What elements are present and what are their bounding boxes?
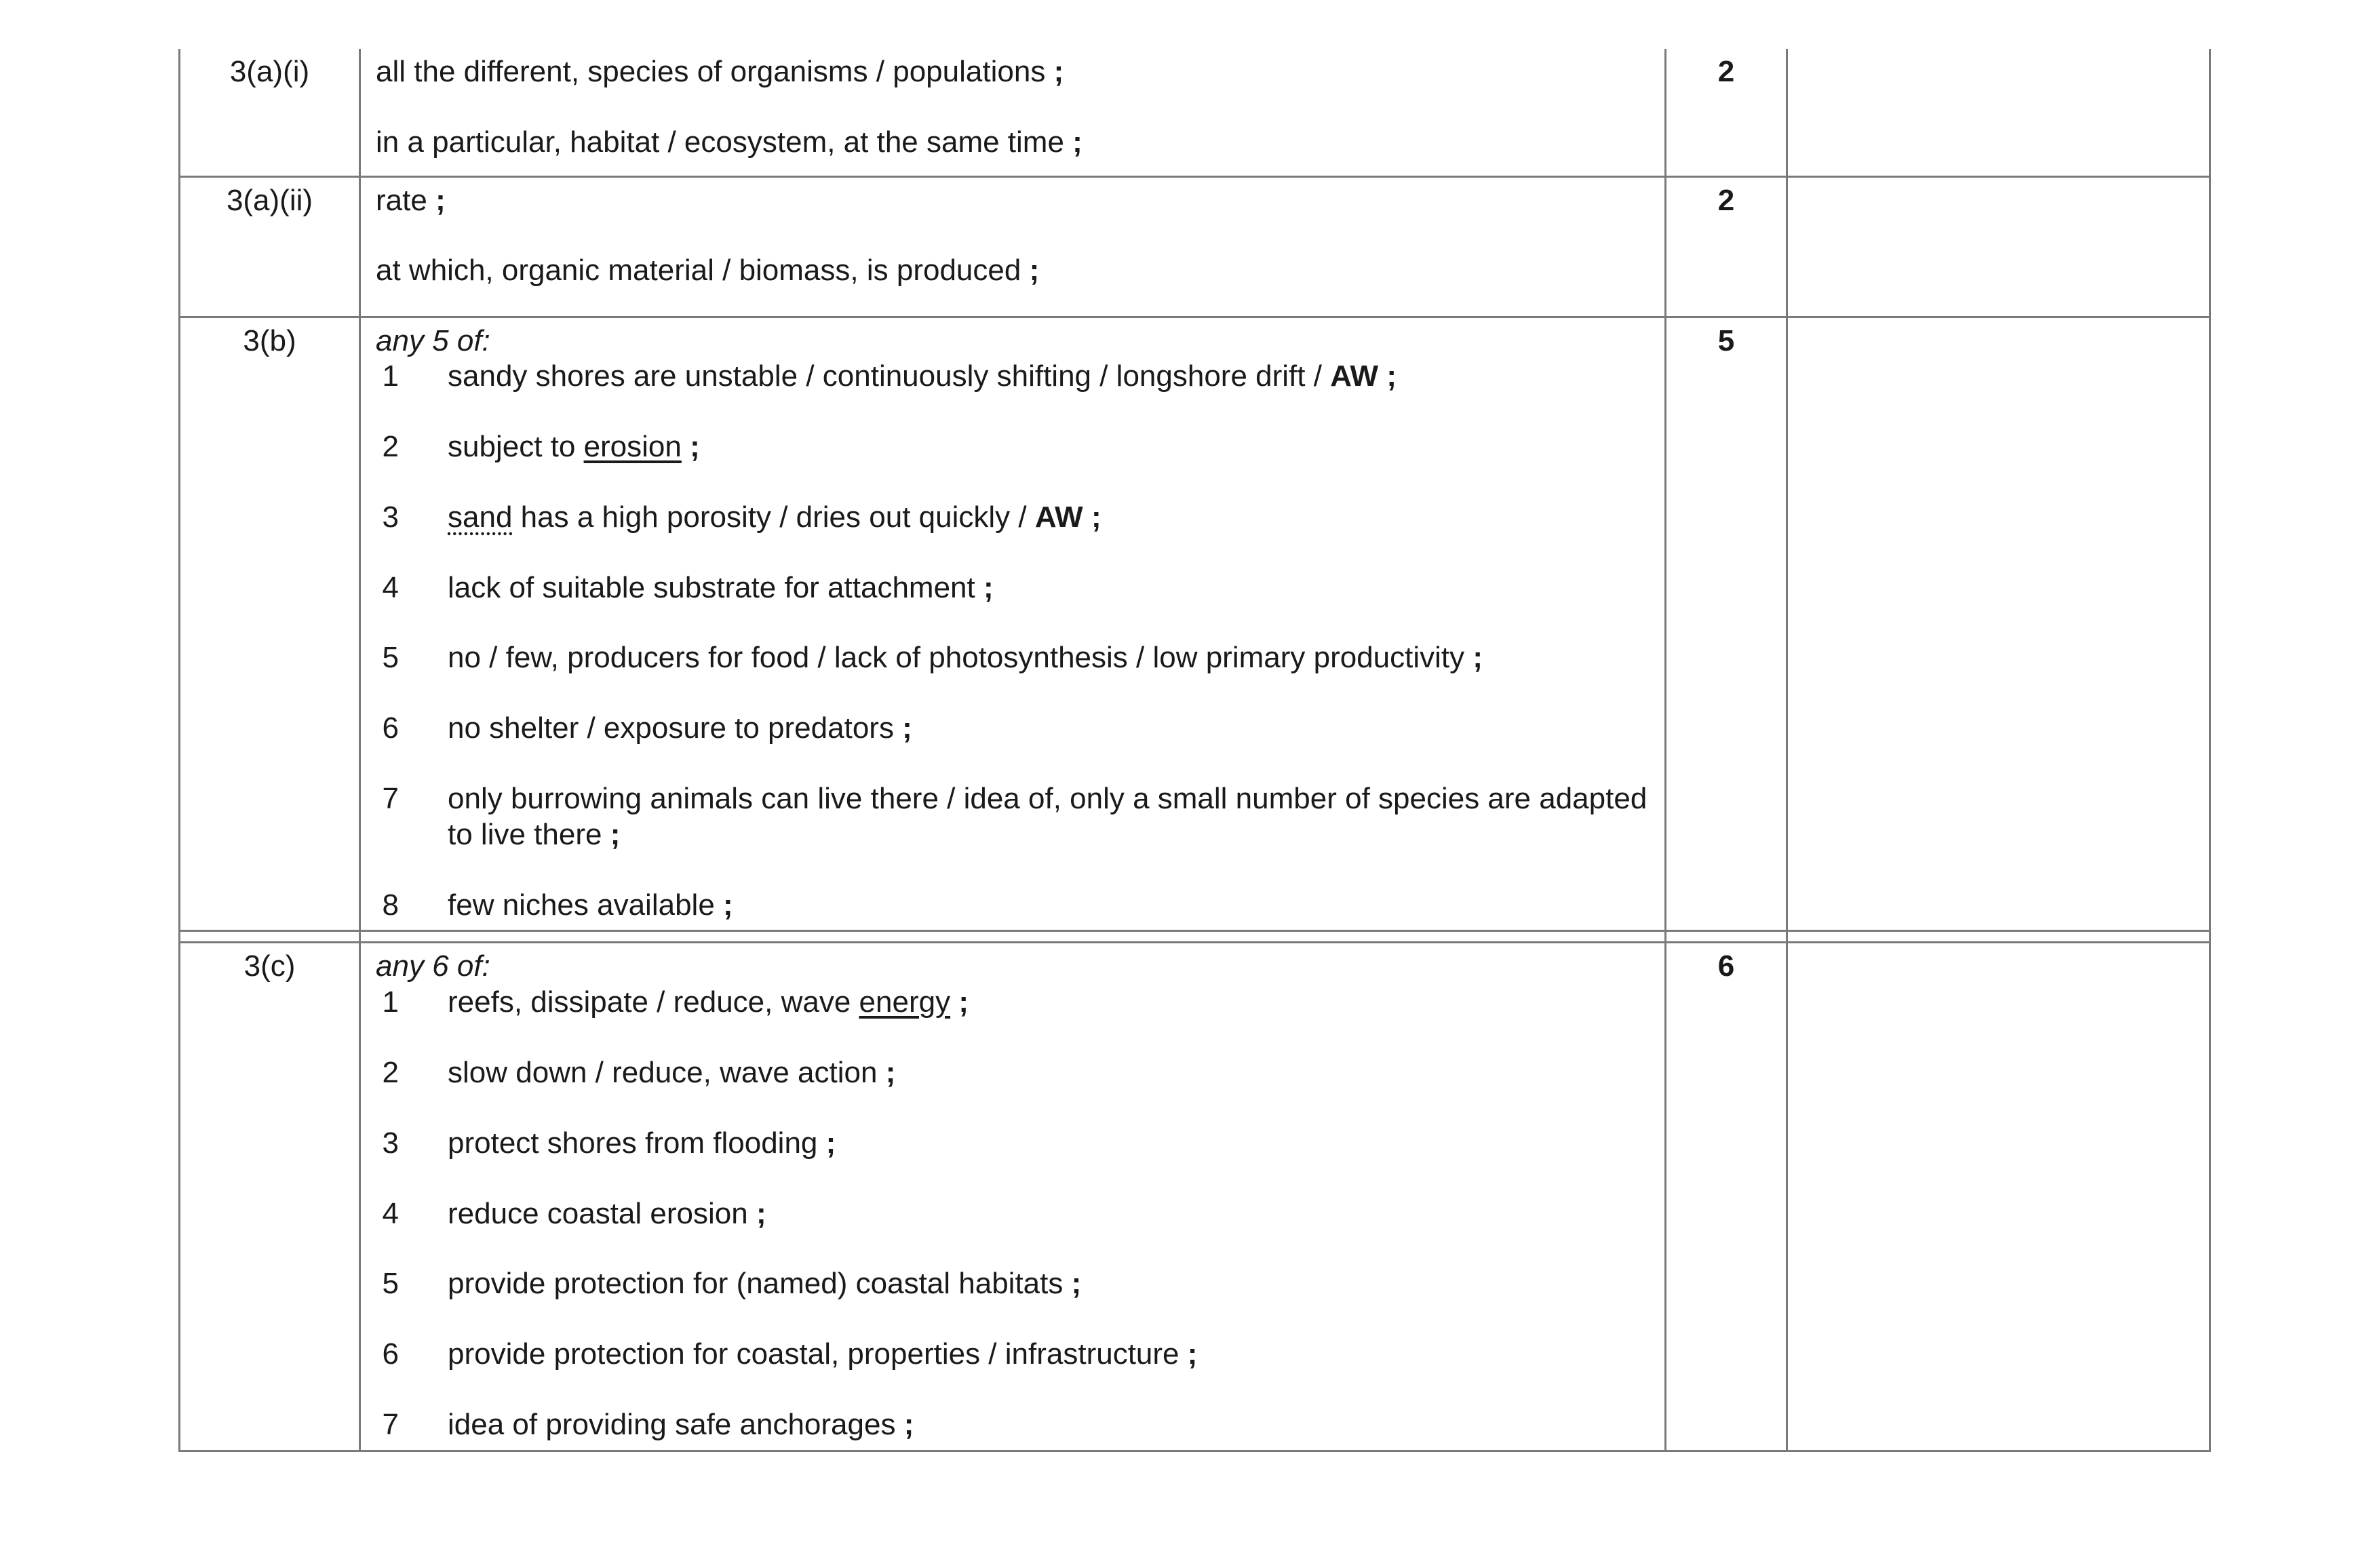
list-item: 3 sand has a high porosity / dries out quickly / AW ; xyxy=(382,500,1101,534)
list-item: 4 lack of suitable substrate for attachment ; xyxy=(382,570,994,604)
answer-line: at which, organic material / biomass, is produced ; xyxy=(376,254,1040,288)
list-item: 7 only burrowing animals can live there / idea of, only a small number of species are adapted to live there ; xyxy=(382,782,1647,851)
marks-cell: 5 xyxy=(1666,317,1787,931)
list-item: 4 reduce coastal erosion ; xyxy=(382,1196,766,1230)
marking-points xyxy=(376,985,1651,1443)
marks-cell: 6 xyxy=(1666,943,1787,1451)
question-number: 3(a)(ii) xyxy=(180,176,360,317)
question-number: 3(b) xyxy=(180,317,360,931)
question-number: 3(a)(i) xyxy=(180,49,360,176)
answer-cell xyxy=(360,49,1666,176)
guidance-cell xyxy=(1787,943,2210,1451)
marks-cell: 2 xyxy=(1666,176,1787,317)
marks-cell: 2 xyxy=(1666,49,1787,176)
answer-cell xyxy=(360,176,1666,317)
question-number: 3(c) xyxy=(180,943,360,1451)
list-item: 5 no / few, producers for food / lack of photosynthesis / low primary productivity ; xyxy=(382,641,1483,675)
table-row xyxy=(180,317,2210,931)
answer-cell xyxy=(360,317,1666,931)
guidance-cell xyxy=(1787,317,2210,931)
answer-line: rate ; xyxy=(376,183,446,217)
guidance-cell xyxy=(1787,49,2210,176)
list-item: 3 protect shores from flooding ; xyxy=(382,1126,836,1160)
list-item: 5 provide protection for (named) coastal habitats ; xyxy=(382,1267,1082,1301)
table-row xyxy=(180,943,2210,1451)
marking-points xyxy=(376,359,1651,923)
list-item: 6 no shelter / exposure to predators ; xyxy=(382,711,912,745)
table-row xyxy=(180,176,2210,317)
guidance-cell xyxy=(1787,176,2210,317)
list-item: 7 idea of providing safe anchorages ; xyxy=(382,1408,914,1442)
answer-intro: any 5 of: xyxy=(376,323,490,357)
row-separator xyxy=(180,931,2210,943)
answer-cell xyxy=(360,943,1666,1451)
answer-line: in a particular, habitat / ecosystem, at the same time ; xyxy=(376,125,1082,159)
list-item: 2 subject to erosion ; xyxy=(382,430,700,464)
answer-intro: any 6 of: xyxy=(376,949,490,983)
answer-line: all the different, species of organisms / populations ; xyxy=(376,55,1064,88)
list-item: 2 slow down / reduce, wave action ; xyxy=(382,1056,896,1090)
table-row xyxy=(180,49,2210,176)
list-item: 8 few niches available ; xyxy=(382,888,733,922)
mark-scheme-table xyxy=(178,49,2211,1452)
list-item: 1 sandy shores are unstable / continuously shifting / longshore drift / AW ; xyxy=(382,359,1397,393)
list-item: 6 provide protection for coastal, properties / infrastructure ; xyxy=(382,1337,1198,1371)
list-item: 1 reefs, dissipate / reduce, wave energy ; xyxy=(382,985,969,1019)
